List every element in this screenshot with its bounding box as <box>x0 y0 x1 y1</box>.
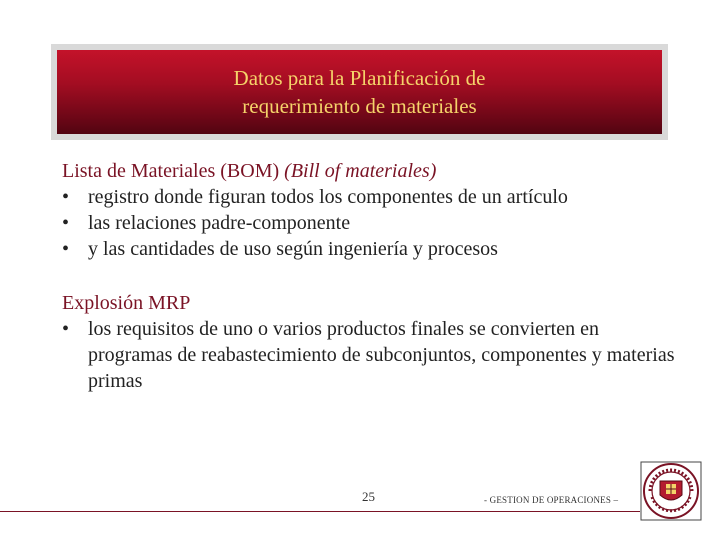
section-heading-bom <box>62 158 682 184</box>
bullet-icon: • <box>62 212 70 234</box>
title-box <box>57 50 662 134</box>
list-item <box>62 184 682 210</box>
bullet-text: los requisitos de uno o varios productos finales se convierten en programas de reabastecimiento de subconjuntos, componentes y materias primas <box>88 318 675 392</box>
bullet-text: las relaciones padre-componente <box>88 212 351 234</box>
bom-heading-text: Lista de Materiales (BOM) <box>62 160 280 182</box>
bom-heading-italic: (Bill of materiales) <box>284 160 437 182</box>
bullet-icon: • <box>62 186 70 208</box>
bullet-icon: • <box>62 318 70 340</box>
list-item <box>62 316 682 394</box>
footer-text: - GESTION DE OPERACIONES – <box>484 495 619 505</box>
bom-bullet-list <box>62 184 682 262</box>
bullet-text: registro donde figuran todos los componentes de un artículo <box>88 186 568 208</box>
list-item <box>62 236 682 262</box>
slide-title-line-2: requerimiento de materiales <box>242 94 477 118</box>
section-spacer <box>62 262 682 290</box>
title-banner <box>51 44 668 140</box>
slide-content <box>62 158 682 394</box>
bullet-icon: • <box>62 238 70 260</box>
section-heading-mrp: Explosión MRP <box>62 292 191 314</box>
mrp-bullet-list <box>62 316 682 394</box>
bullet-text: y las cantidades de uso según ingeniería y procesos <box>88 238 498 260</box>
footer-divider <box>0 511 640 512</box>
page-number: 25 <box>362 489 375 504</box>
list-item <box>62 210 682 236</box>
slide-title-line-1: Datos para la Planificación de <box>233 66 486 90</box>
university-seal-icon <box>640 461 702 521</box>
